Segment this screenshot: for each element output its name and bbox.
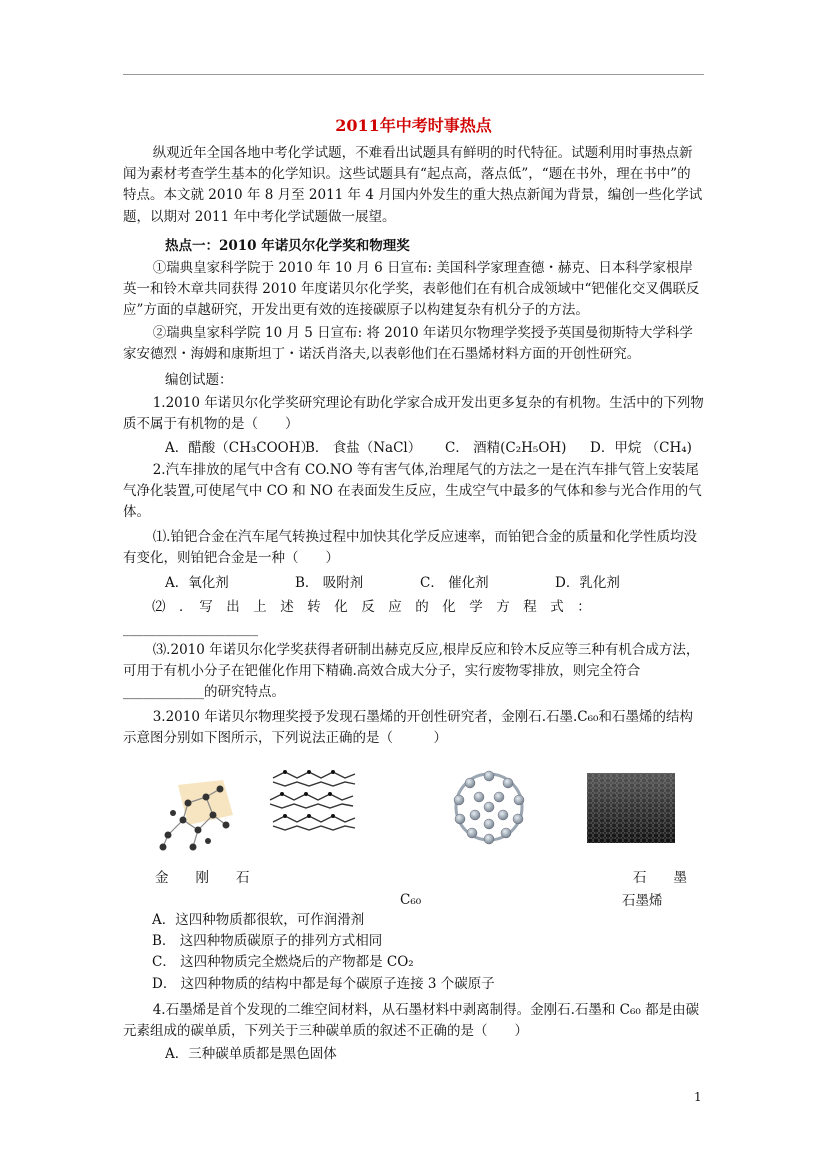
q3-option-d: D． 这四种物质的结构中都是每个碳原子连接 3 个碳原子 [152, 975, 495, 992]
q2-1-option-d: D．乳化剂 [555, 575, 620, 591]
question-2-part-2: ⑵ ． 写 出 上 述 转 化 反 应 的 化 学 方 程 式 ： [152, 599, 591, 615]
q3-option-c: C． 这四种物质完全燃烧后的产物都是 CO₂ [152, 954, 414, 971]
q4-option-a: A．三种碳单质都是黑色固体 [165, 1046, 337, 1062]
question-2-part-3: ⑶.2010 年诺贝尔化学奖获得者研制出赫克反应,根岸反应和铃木反应等三种有机合成方法，可用于有机小分子在钯催化作用下精确.高效合成大分子，实行废物零排放，则完全符合 ____________的研究特点。 [123, 642, 700, 701]
answer-blank-equation: ____________________ [123, 621, 258, 637]
news-item-1: ①瑞典皇家科学院于 2010 年 10 月 6 日宣布: 美国科学家理查德・赫克、日本科学家根岸英一和铃木章共同获得 2010 年度诺贝尔化学奖，表彰他们在有机合成领域中“钯催化交叉偶联反应”方面的卓越研究，开发出更有效的连接碳原子以构建复杂有机分子的方法。 [123, 260, 700, 319]
q3-option-b: B． 这四种物质碳原子的排列方式相同 [152, 933, 383, 950]
label-diamond: 金 刚 石 [155, 870, 250, 886]
question-1-options [165, 438, 705, 459]
question-2: 2.汽车排放的尾气中含有 CO.NO 等有害气体,治理尾气的方法之一是在汽车排气管上安装尾气净化装置,可使尾气中 CO 和 NO 在表面发生反应，生成空气中最多的气体和参与光合作用的气体。 [123, 462, 702, 521]
page-title: 2011年中考时事热点 [335, 116, 492, 135]
label-graphite: 石 墨 [633, 870, 687, 886]
question-2-1-options [165, 573, 705, 594]
q1-option-c: C． 酒精(C₂H₅OH) [445, 440, 567, 456]
news-item-2: ②瑞典皇家科学院 10 月 5 日宣布: 将 2010 年诺贝尔物理学奖授予英国曼彻斯特大学科学家安德烈・海姆和康斯坦丁・诺沃肖洛夫,以表彰他们在石墨烯材料方面的开创性研究。 [123, 325, 693, 363]
header-rule [123, 74, 704, 75]
q1-option-d: D．甲烷 （CH₄) [590, 440, 692, 456]
label-graphene: 石墨烯 [622, 893, 663, 909]
diamond-structure-image [148, 775, 238, 855]
compose-label: 编创试题： [165, 372, 233, 388]
question-4: 4.石墨烯是首个发现的二维空间材料，从石墨材料中剥离制得。金刚石.石墨和 C₆₀ 都是由碳元素组成的碳单质，下列关于三种碳单质的叙述不正确的是（ ） [123, 1002, 700, 1040]
c60-structure-image [448, 767, 530, 847]
q2-1-option-c: C． 催化剂 [420, 575, 489, 591]
intro-paragraph: 纵观近年全国各地中考化学试题，不难看出试题具有鲜明的时代特征。试题利用时事热点新闻为素材考查学生基本的化学知识。这些试题具有“起点高，落点低”，“题在书外，理在书中”的特点。本文就 2010 年 8 月至 2011 年 4 月国内外发生的重大热点新闻为背景，编创一些化学试题，以期对 2011 年中考化学试题做一展望。 [123, 145, 703, 225]
graphene-structure-image [587, 773, 675, 843]
page-number: 1 [694, 1090, 702, 1104]
question-2-part-1: ⑴.铂钯合金在汽车尾气转换过程中加快其化学反应速率，而铂钯合金的质量和化学性质均没有变化，则铂钯合金是一种（ ） [123, 529, 697, 567]
graphite-structure-image [265, 766, 360, 841]
q1-option-a: A．醋酸（CH₃COOH） [165, 440, 315, 456]
question-3: 3.2010 年诺贝尔物理奖授予发现石墨烯的开创性研究者，金刚石.石墨.C₆₀和石墨烯的结构示意图分别如下图所示，下列说法正确的是（ ） [123, 709, 693, 747]
question-3-options [152, 910, 704, 995]
label-c60: C₆₀ [400, 892, 422, 908]
question-1: 1.2010 年诺贝尔化学奖研究理论有助化学家合成开发出更多复杂的有机物。生活中的下列物质不属于有机物的是（ ） [123, 395, 704, 433]
q1-option-b: B． 食盐（NaCl） [305, 440, 422, 456]
q2-1-option-b: B． 吸附剂 [295, 575, 364, 591]
q3-option-a: A．这四种物质都很软，可作润滑剂 [152, 912, 365, 928]
q2-1-option-a: A．氧化剂 [165, 575, 229, 591]
hot1-heading: 热点一：2010 年诺贝尔化学奖和物理奖 [165, 238, 410, 254]
